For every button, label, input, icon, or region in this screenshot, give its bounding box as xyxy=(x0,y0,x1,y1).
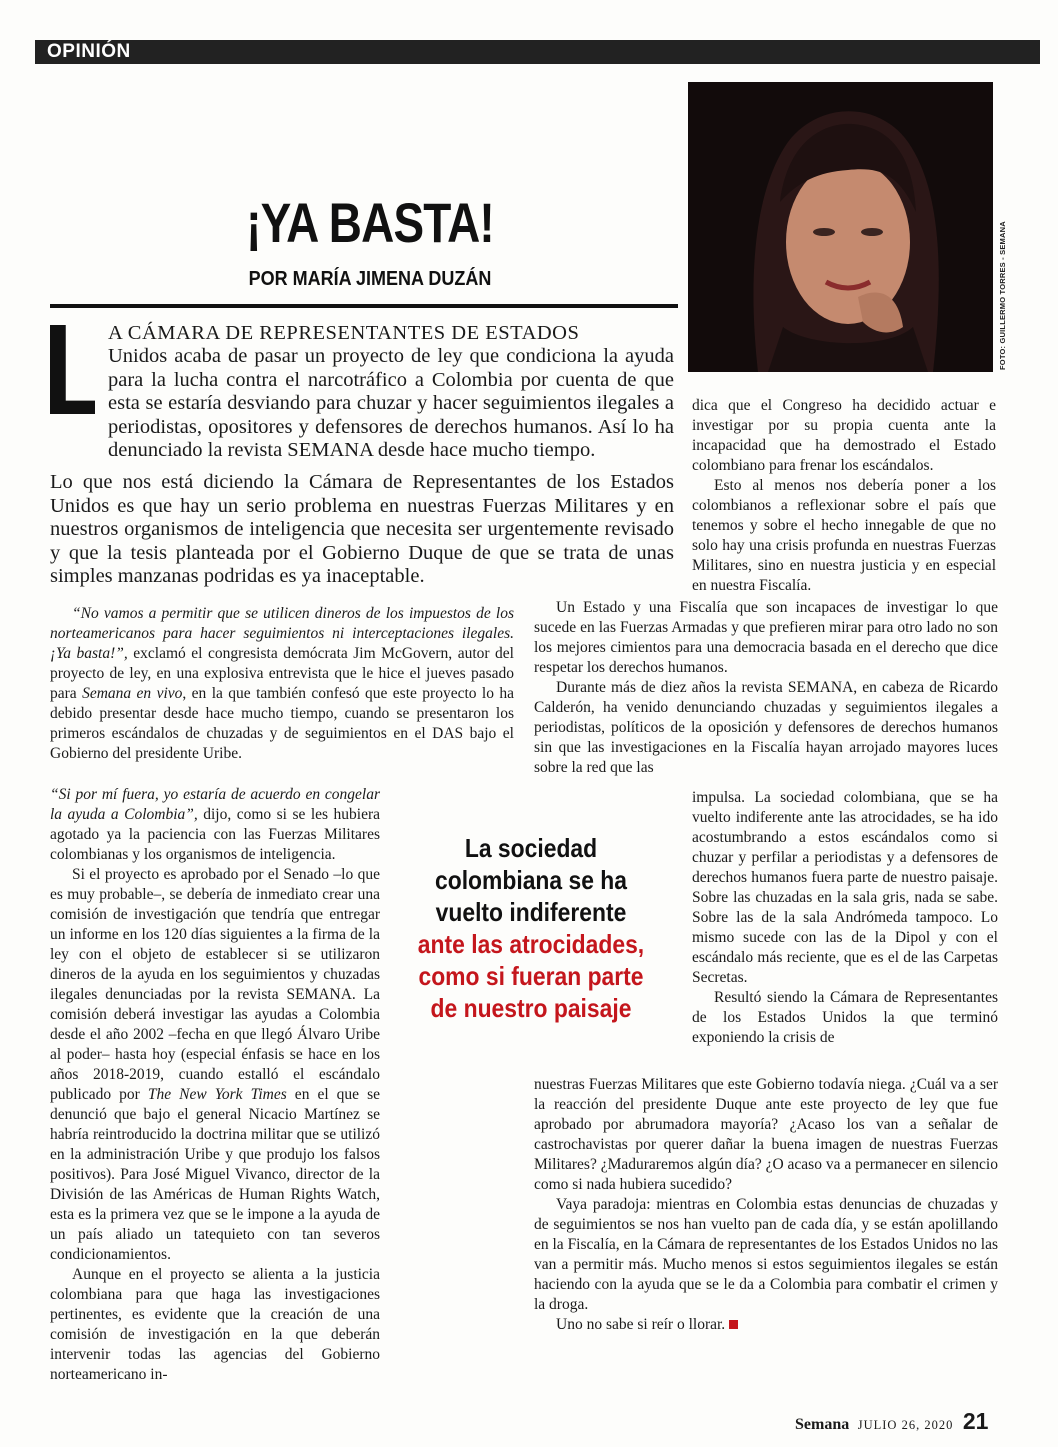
headline: ¡YA BASTA! xyxy=(246,191,494,254)
closing-line: Uno no sabe si reír o llorar. xyxy=(556,1316,726,1333)
body-text: dica que el Congreso ha decidido actuar e investigar por su propia cuenta ante la incapacidad que ha demostrado el Estado colombiano para frenar los escándalos. xyxy=(692,397,996,474)
lede-p2: Lo que nos está diciendo la Cámara de Representantes de los Estados Unidos es que hay un serio problema en nuestras Fuerzas Militares y en nuestros organismos de inteligencia que necesita ser urgentemente revisado y que la tesis planteada por el Gobierno Duque de que se trata de unas simples manzanas podridas es ya inaceptable. xyxy=(50,471,674,587)
program-name: Semana en vivo xyxy=(82,685,183,702)
body-text: Un Estado y una Fiscalía que son incapaces de investigar lo que sucede en las Fuerzas Armadas y que prefieren mirar para otro lado no son los mejores cimientos para una democracia basada en el derecho que dice respetar los derechos humanos. xyxy=(534,599,998,676)
column-right-wrap xyxy=(692,788,998,1048)
body-text: Esto al menos nos debería poner a los colombianos a reflexionar sobre el país que tenemos y sobre el hecho innegable de que no solo hay una crisis profunda en nuestras Fuerzas Militares, sino en nuestra justicia y en especial en nuestra Fiscalía. xyxy=(692,477,996,594)
pull-quote-red: ante las atrocidades, como si fueran parte de nuestro paisaje xyxy=(417,929,645,1023)
quote-mcgovern: “No vamos a permitir que se utilicen dineros de los impuestos de los norteamericanos para hacer seguimientos ni interceptaciones ilegales. ¡Ya basta!”, xyxy=(50,605,514,662)
page-footer xyxy=(795,1408,988,1435)
lede-first-line: A CÁMARA DE REPRESENTANTES DE ESTADOS xyxy=(108,322,580,344)
body-text: dijo, como si se les hubiera agotado ya la paciencia con las Fuerzas Militares colombianas y los organismos de inteligencia. xyxy=(50,806,380,863)
author-photo xyxy=(688,82,993,372)
body-text: Vaya paradoja: mientras en Colombia estas denuncias de chuzadas y de seguimientos se nos han vuelto pan de cada día, y se están apolillando en la Fiscalía, en la Cámara de representantes de los Estados Unidos no las van a permitir más. Mucho menos si estos seguimientos ilegales se están haciendo con la ayuda que se le da a Colombia para combatir el crimen y la droga. xyxy=(534,1196,999,1313)
column-right-mid xyxy=(534,598,998,778)
column-right-bottom xyxy=(534,1075,998,1335)
lede-p1-rest: Unidos acaba de pasar un proyecto de ley que condiciona la ayuda para la lucha contra el narcotráfico a Colombia por cuenta de que esta se estaría desviando para chuzar y hacer seguimientos ilegales a periodistas, opositores y defensores de derechos humanos. Así lo ha denunciado la revista SEMANA desde hace mucho tiempo. xyxy=(108,345,674,461)
column-left-top xyxy=(50,604,514,764)
body-text: Si el proyecto es aprobado por el Senado –lo que es muy probable–, se debería de inmediato crear una comisión de investigación que tendría que entregar un informe en los 120 días siguientes a la firma de la ley con el objeto de establecer si se utilizaron dineros de la ayuda en los seguimientos y chuzadas ilegales denunciadas por la revista SEMANA. La comisión deberá investigar las ayudas a Colombia desde el año 2002 –fecha en que llegó Álvaro Uribe al poder– hasta hoy (especial énfasis se hace en los años 2018-2019, cuando estalló el escándalo publicado por xyxy=(50,866,380,1103)
body-text: en el que se denunció que bajo el general Nicacio Martínez se habría reintroducido la doctrina militar que se utilizó en la administración Uribe y que produjo los falsos positivos). Para José Miguel Vivanco, director de la División de las Américas de Human Rights Watch, esta es la primera vez que se le impone a la ayuda de un país aliado un tatequieto con tan severos condicionamientos. xyxy=(50,1086,380,1263)
body-text: Aunque en el proyecto se alienta a la justicia colombiana para que haga las investigaciones pertinentes, es evidente que la creación de una comisión de investigación en la que deberán intervenir todas las agencias del Gobierno norteamericano in- xyxy=(50,1266,380,1383)
pull-quote-black: La sociedad colombiana se ha vuelto indiferente xyxy=(434,833,628,927)
issue-date: JULIO 26, 2020 xyxy=(857,1418,954,1432)
body-text: exclamó el congresista demócrata Jim McGovern, autor del proyecto de ley, en una explosiva entrevista que le hice el jueves pasado para xyxy=(50,645,514,702)
pull-quote xyxy=(407,832,655,1024)
body-text: Durante más de diez años la revista SEMANA, en cabeza de Ricardo Calderón, ha venido denunciando chuzadas y seguimientos ilegales a periodistas, políticos de la oposición y defensores de derechos humanos sin que las investigaciones en la Fiscalía hayan arrojado mayores luces sobre la red que las xyxy=(534,679,998,776)
byline: POR MARÍA JIMENA DUZÁN xyxy=(248,268,492,290)
lede-paragraph-1 xyxy=(50,345,674,463)
headline-rule xyxy=(50,304,678,308)
lede-intro xyxy=(108,322,674,346)
body-text: Resultó siendo la Cámara de Representantes de los Estados Unidos la que terminó exponiendo la crisis de xyxy=(692,989,998,1046)
end-mark-icon xyxy=(729,1320,738,1329)
body-text: impulsa. La sociedad colombiana, que se ha vuelto indiferente ante las atrocidades, se ha ido acostumbrando a estos escándalos como si chuzar y perfilar a periodistas y a defensores de derechos humanos fuera parte de nuestro paisaje. Sobre las chuzadas en la sala gris, nada se sabe. Sobre las de la sala Andrómeda tampoco. Lo mismo sucede con las de la Dipol y con el escándalo más reciente, que es el de las Carpetas Secretas. xyxy=(692,789,998,986)
lede-paragraph-2 xyxy=(50,471,674,589)
magazine-name: Semana xyxy=(795,1416,850,1433)
body-text: nuestras Fuerzas Militares que este Gobierno todavía niega. ¿Cuál va a ser la reacción del presidente Duque ante este proyecto de ley que fue aprobado por abrumadora mayoría? ¿Acaso los van a señalar de castrochavistas por querer dañar la buena imagen de nuestras Fuerzas Militares? ¿Maduraremos algún día? ¿O acaso va a permanecer en silencio como si nada hubiera sucedido? xyxy=(534,1076,998,1193)
column-left-wrap xyxy=(50,785,380,1385)
quote-congelar: “Si por mí fuera, yo estaría de acuerdo en congelar la ayuda a Colombia”, xyxy=(50,786,380,823)
column-right-top xyxy=(692,396,996,596)
body-text: , en la que también confesó que este proyecto lo ha debido presentar desde hace mucho tiempo, cuando se presentaron los primeros escándalos de chuzadas y de seguimientos en el DAS bajo el Gobierno del presidente Uribe. xyxy=(50,685,515,762)
page-number: 21 xyxy=(962,1408,989,1434)
photo-credit: FOTO: GUILLERMO TORRES - SEMANA xyxy=(998,221,1007,370)
nyt-name: The New York Times xyxy=(147,1086,287,1103)
section-label: OPINIÓN xyxy=(35,40,1040,64)
